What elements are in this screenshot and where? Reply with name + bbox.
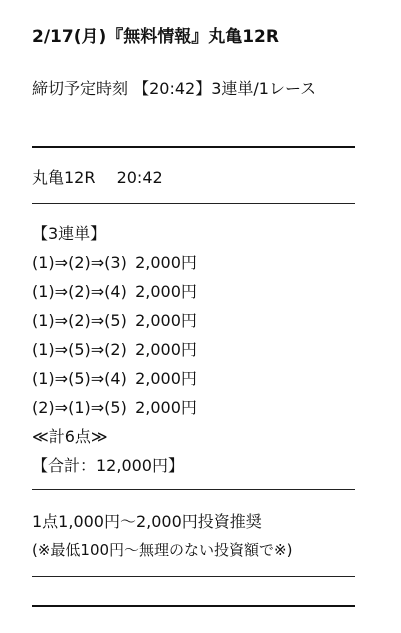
- bet-amount: 2,000円: [135, 282, 197, 301]
- bet-amount: 2,000円: [135, 311, 197, 330]
- recommendation-text: 1点1,000円〜2,000円投資推奨: [32, 512, 262, 531]
- bet-type-label: 【3連単】: [32, 224, 107, 243]
- page-title: 2/17(月)『無料情報』丸亀12R: [32, 27, 279, 47]
- bet-combination: (1)⇒(2)⇒(5): [32, 311, 127, 330]
- bet-row: [32, 282, 197, 302]
- bet-combination: (1)⇒(2)⇒(3): [32, 253, 127, 272]
- bet-combination: (1)⇒(5)⇒(4): [32, 369, 127, 388]
- bet-row: [32, 311, 197, 331]
- bet-count-label: ≪計6点≫: [32, 427, 108, 446]
- deadline-text: 締切予定時刻 【20:42】3連単/1レース: [32, 79, 317, 98]
- bet-combination: (1)⇒(5)⇒(2): [32, 340, 127, 359]
- bet-row: [32, 369, 197, 389]
- bet-amount: 2,000円: [135, 340, 197, 359]
- bet-combination: (2)⇒(1)⇒(5): [32, 398, 127, 417]
- divider: [32, 146, 355, 148]
- recommendation-note: (※最低100円〜無理のない投資額で※): [32, 541, 293, 559]
- divider: [32, 605, 355, 607]
- bet-amount: 2,000円: [135, 398, 197, 417]
- bet-total-label: 【合計：12,000円】: [32, 456, 184, 475]
- bet-row: [32, 398, 197, 418]
- bet-row: [32, 340, 197, 360]
- bet-amount: 2,000円: [135, 253, 197, 272]
- divider: [32, 576, 355, 577]
- divider: [32, 489, 355, 490]
- bet-amount: 2,000円: [135, 369, 197, 388]
- divider: [32, 203, 355, 204]
- bet-row: [32, 253, 197, 273]
- bet-combination: (1)⇒(2)⇒(4): [32, 282, 127, 301]
- race-label: 丸亀12R 20:42: [32, 168, 163, 187]
